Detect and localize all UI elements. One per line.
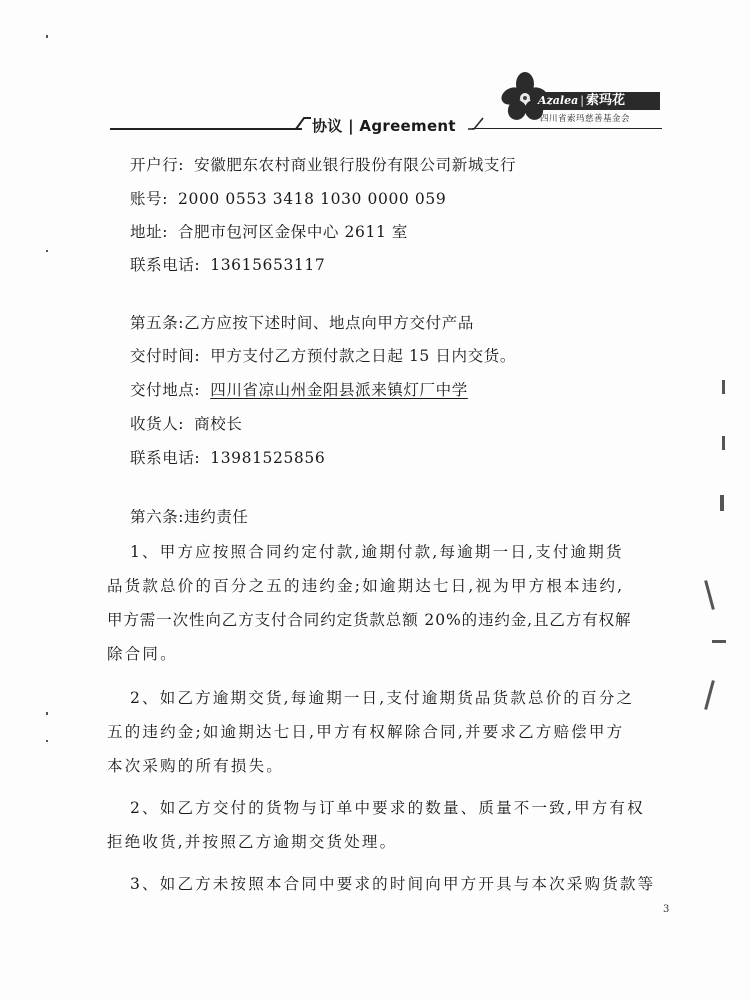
logo-brand-en: Azalea xyxy=(538,94,579,107)
scan-mark xyxy=(722,436,725,450)
account-value: 2000 0553 3418 1030 0000 059 xyxy=(178,190,447,208)
recipient-label: 收货人: xyxy=(130,415,185,433)
bank-label: 开户行: xyxy=(130,156,185,174)
clause2-line-3: 本次采购的所有损失。 xyxy=(107,757,285,775)
logo-brand-cn: 索玛花 xyxy=(585,93,625,108)
article6-heading: 第六条:违约责任 xyxy=(130,508,249,526)
scan-mark xyxy=(722,380,725,394)
clause1-line-2: 品货款总价的百分之五的违约金;如逾期达七日,视为甲方根本违约, xyxy=(107,577,625,595)
scan-mark xyxy=(46,712,48,715)
clause3-line-1: 2、如乙方交付的货物与订单中要求的数量、质量不一致,甲方有权 xyxy=(130,799,645,817)
clause2-line-2: 五的违约金;如逾期达七日,甲方有权解除合同,并要求乙方赔偿甲方 xyxy=(107,723,625,741)
delivery-place-value: 四川省凉山州金阳县派来镇灯厂中学 xyxy=(210,381,468,399)
account-label: 账号: xyxy=(130,190,169,208)
scan-mark xyxy=(46,740,48,742)
bank-value: 安徽肥东农村商业银行股份有限公司新城支行 xyxy=(194,156,517,174)
bank-line xyxy=(130,155,516,175)
clause1-line-3: 甲方需一次性向乙方支付合同约定货款总额 20%的违约金,且乙方有权解 xyxy=(107,611,632,629)
recipient-phone-line xyxy=(130,448,325,468)
scan-mark xyxy=(46,250,48,252)
logo-band: Azalea | 索玛花 xyxy=(532,92,660,110)
article5-heading: 第五条:乙方应按下述时间、地点向甲方交付产品 xyxy=(130,314,474,332)
header-slash-left xyxy=(295,116,311,130)
recipient-phone-label: 联系电话: xyxy=(130,449,201,467)
address-value: 合肥市包河区金保中心 2611 室 xyxy=(178,223,409,241)
header-rule-left xyxy=(110,128,302,130)
scan-mark xyxy=(704,680,715,710)
header-title: 协议 | Agreement xyxy=(312,117,456,135)
account-line xyxy=(130,189,446,209)
clause1-line-4: 除合同。 xyxy=(107,645,178,663)
bank-phone-value: 13615653117 xyxy=(210,256,326,274)
delivery-time-line xyxy=(130,346,516,366)
foundation-logo xyxy=(500,70,665,126)
scan-mark xyxy=(704,580,715,610)
page-number: 3 xyxy=(663,904,670,915)
logo-subtitle: 四川省索玛慈善基金会 xyxy=(540,114,631,124)
recipient-phone-value: 13981525856 xyxy=(210,449,326,467)
delivery-place-line xyxy=(130,380,468,400)
delivery-time-value: 甲方支付乙方预付款之日起 15 日内交货。 xyxy=(210,347,516,365)
clause1-line-1: 1、甲方应按照合同约定付款,逾期付款,每逾期一日,支付逾期货 xyxy=(130,543,624,561)
address-line xyxy=(130,222,408,242)
scan-mark xyxy=(46,35,48,38)
delivery-time-label: 交付时间: xyxy=(130,347,201,365)
address-label: 地址: xyxy=(130,223,169,241)
delivery-place-label: 交付地点: xyxy=(130,381,201,399)
clause3-line-2: 拒绝收货,并按照乙方逾期交货处理。 xyxy=(107,833,398,851)
scan-mark xyxy=(720,495,724,511)
recipient-value: 商校长 xyxy=(194,415,243,433)
bank-phone-line xyxy=(130,255,325,275)
header-rule-right xyxy=(472,128,662,129)
clause2-line-1: 2、如乙方逾期交货,每逾期一日,支付逾期货品货款总价的百分之 xyxy=(130,689,635,707)
bank-phone-label: 联系电话: xyxy=(130,256,201,274)
scan-mark xyxy=(712,640,726,643)
recipient-line xyxy=(130,414,242,434)
clause4-line-1: 3、如乙方未按照本合同中要求的时间向甲方开具与本次采购货款等 xyxy=(130,875,656,893)
